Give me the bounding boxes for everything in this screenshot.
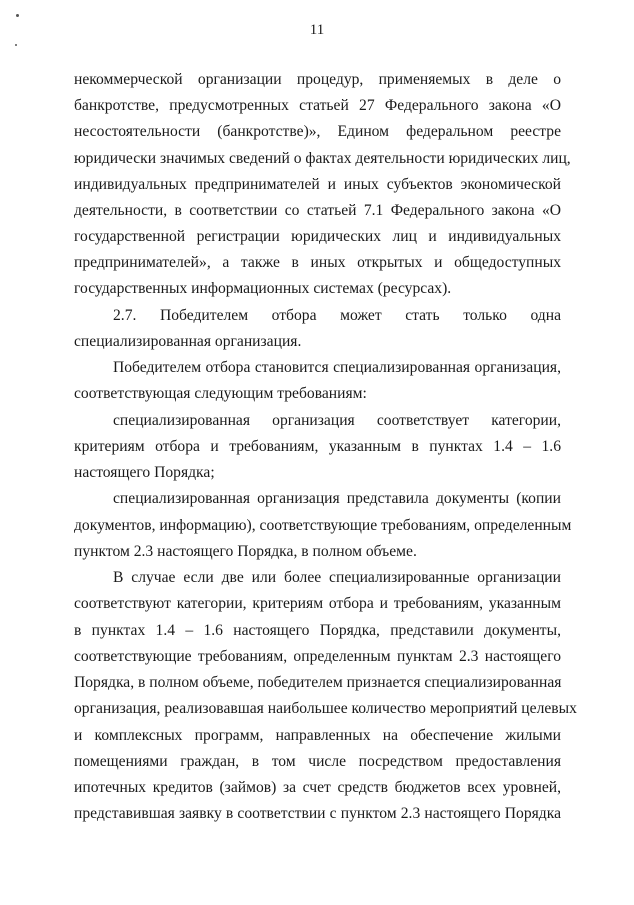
scan-speck [16,14,19,17]
text-line: специализированная организация соответствует категории, [113,412,561,429]
text-line: некоммерческой организации процедур, применяемых в деле о [74,71,561,88]
text-line: предпринимателей», а также в иных открытых и общедоступных [74,254,561,271]
text-line: Победителем отбора становится специализированная организация, [113,359,561,376]
text-line: настоящего Порядка; [74,464,215,481]
text-line: юридически значимых сведений о фактах деятельности юридических лиц, [74,150,571,167]
text-line: организация, реализовавшая наибольшее количество мероприятий целевых [74,700,577,717]
text-line: представившая заявку в соответствии с пунктом 2.3 настоящего Порядка [74,805,561,822]
text-line: специализированная организация представила документы (копии [113,490,561,507]
text-line: специализированная организация. [74,333,302,350]
text-line: ипотечных кредитов (займов) за счет средств бюджетов всех уровней, [74,779,561,796]
text-line: несостоятельности (банкротстве)», Едином федеральном реестре [74,123,561,140]
text-line: индивидуальных предпринимателей и иных субъектов экономической [74,176,561,193]
text-line: документов, информацию), соответствующие требованиям, определенным [74,517,572,534]
text-line: пунктом 2.3 настоящего Порядка, в полном объеме. [74,543,417,560]
text-line: соответствующая следующим требованиям: [74,385,367,402]
text-line: помещениями граждан, в том числе посредством предоставления [74,753,561,770]
text-line: критериям отбора и требованиям, указанным в пунктах 1.4 – 1.6 [74,438,561,455]
scan-speck [15,44,17,46]
text-line: государственных информационных системах (ресурсах). [74,280,452,297]
text-line: 2.7. Победителем отбора может стать только одна [113,307,561,324]
text-line: в пунктах 1.4 – 1.6 настоящего Порядка, представили документы, [74,622,561,639]
text-line: деятельности, в соответствии со статьей 7.1 Федерального закона «О [74,202,561,219]
text-line: государственной регистрации юридических лиц и индивидуальных [74,228,561,245]
page-number: 11 [309,22,325,38]
text-line: и комплексных программ, направленных на обеспечение жилыми [74,727,561,744]
text-line: В случае если две или более специализированные организации [113,569,561,586]
text-line: соответствующие требованиям, определенным пунктам 2.3 настоящего [74,648,561,665]
text-line: Порядка, в полном объеме, победителем признается специализированная [74,674,562,691]
text-line: соответствуют категории, критериям отбора и требованиям, указанным [74,595,561,612]
text-line: банкротстве, предусмотренных статьей 27 Федерального закона «О [74,97,561,114]
